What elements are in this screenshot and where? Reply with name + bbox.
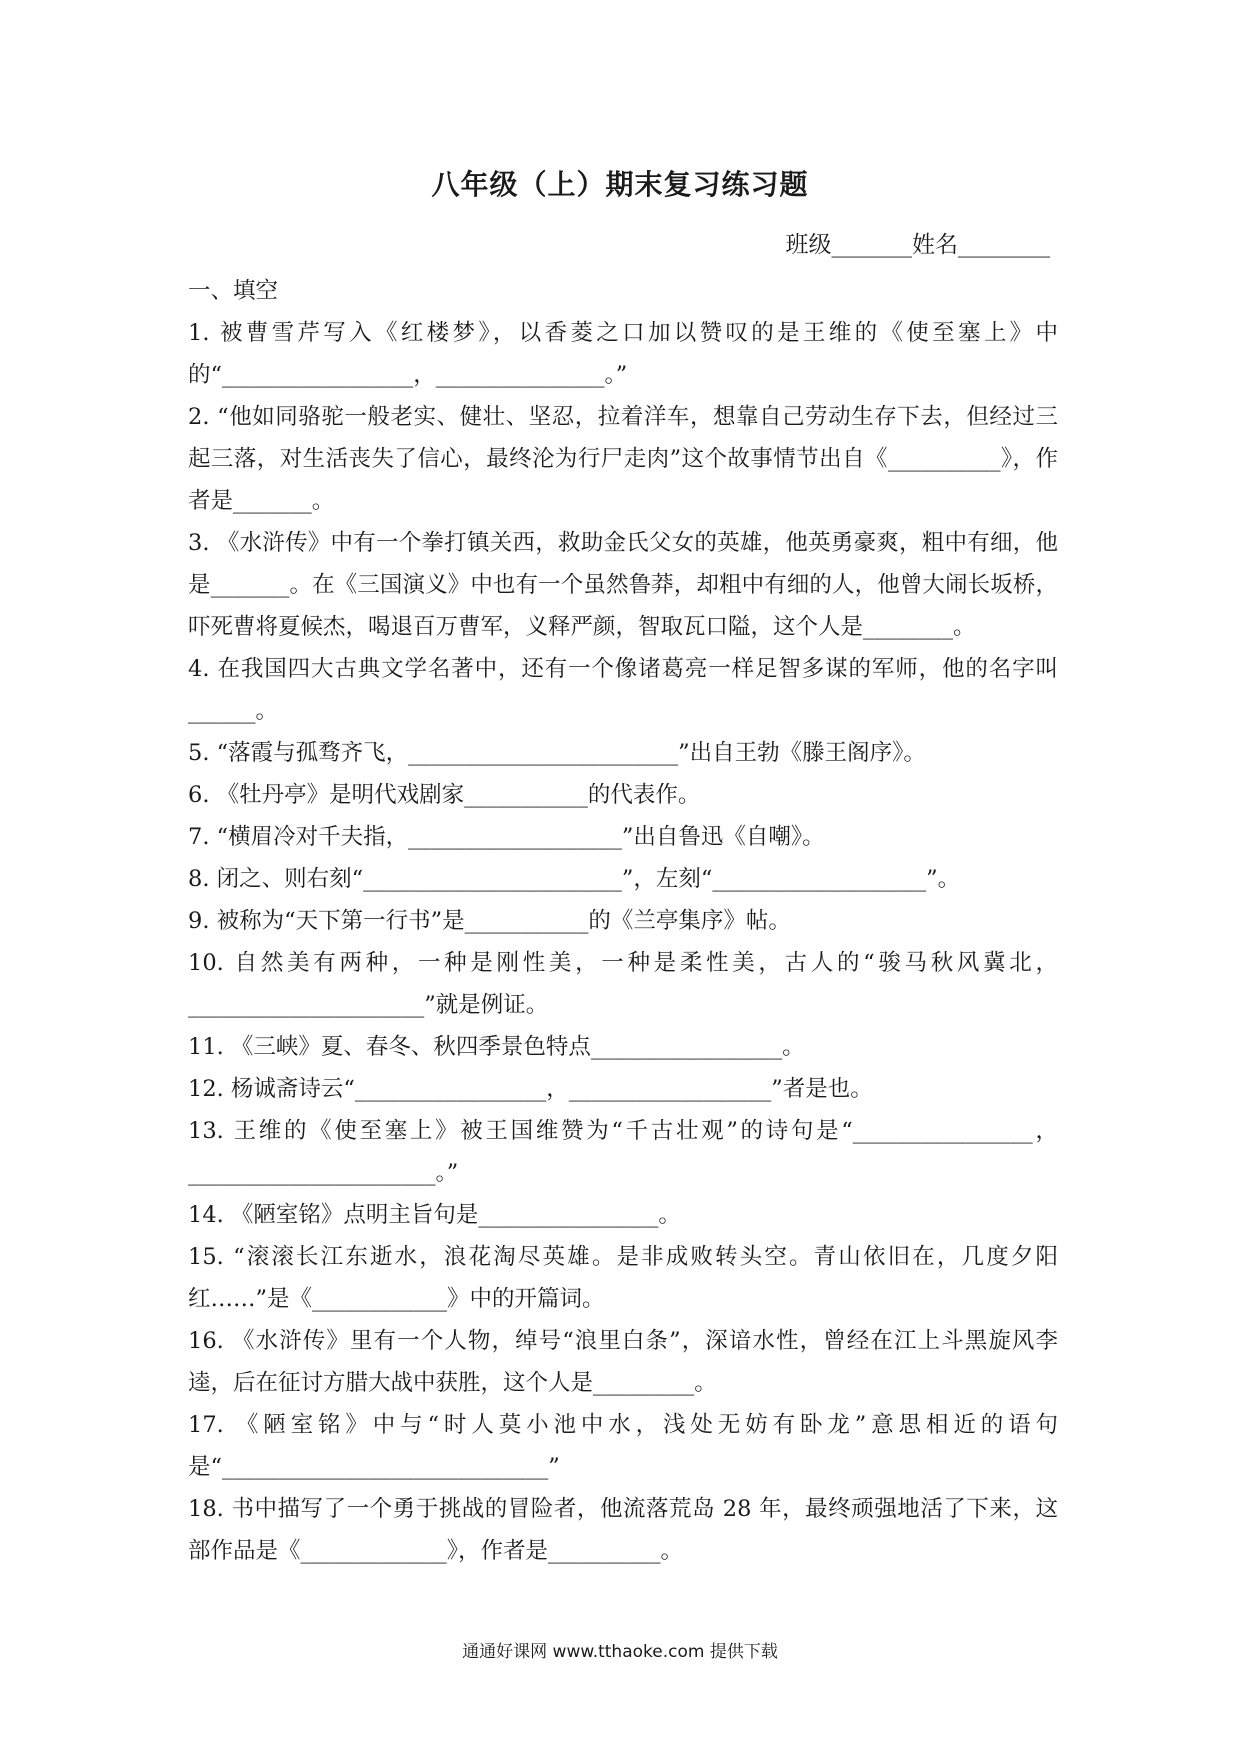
page-title: 八年级（上）期末复习练习题 <box>431 168 809 201</box>
question-3: 3. 《水浒传》中有一个拳打镇关西，救助金氏父女的英雄，他英勇豪爽，粗中有细，他是_______。在《三国演义》中也有一个虽然鲁莽，却粗中有细的人，他曾大闹长坂桥，吓死曹将夏候杰，喝退百万曹军，义释严颜，智取瓦口隘，这个人是________。 <box>188 530 1058 640</box>
question-11: 11. 《三峡》夏、春冬、秋四季景色特点_________________。 <box>188 1034 805 1060</box>
question-18: 18. 书中描写了一个勇于挑战的冒险者，他流落荒岛 28 年，最终顽强地活了下来，这部作品是《_____________》，作者是__________。 <box>188 1496 1058 1564</box>
question-6: 6. 《牡丹亭》是明代戏剧家___________的代表作。 <box>188 782 701 808</box>
class-name-line: 班级_______姓名________ <box>785 232 1050 258</box>
footer-source: 通通好课网 www.tthaoke.com 提供下载 <box>462 1642 778 1662</box>
question-9: 9. 被称为“天下第一行书”是___________的《兰亭集序》帖。 <box>188 908 791 934</box>
question-13: 13. 王维的《使至塞上》被王国维赞为“千古壮观”的诗句是“________________，______________________。” <box>188 1118 1058 1186</box>
question-17: 17. 《陋室铭》中与“时人莫小池中水，浅处无妨有卧龙”意思相近的语句是“_____________________________” <box>188 1412 1058 1480</box>
question-4: 4. 在我国四大古典文学名著中，还有一个像诸葛亮一样足智多谋的军师，他的名字叫______。 <box>188 656 1058 724</box>
question-10: 10. 自然美有两种，一种是刚性美，一种是柔性美，古人的“骏马秋风冀北，_____________________”就是例证。 <box>188 950 1058 1018</box>
question-16: 16. 《水浒传》里有一个人物，绰号“浪里白条”，深谙水性，曾经在江上斗黑旋风李逵，后在征讨方腊大战中获胜，这个人是_________。 <box>188 1328 1058 1396</box>
question-7: 7. “横眉冷对千夫指，___________________”出自鲁迅《自嘲》。 <box>188 824 825 850</box>
question-8: 8. 闭之、则右刻“_______________________”，左刻“___________________”。 <box>188 866 961 892</box>
question-15: 15. “滚滚长江东逝水，浪花淘尽英雄。是非成败转头空。青山依旧在，几度夕阳红……”是《____________》中的开篇词。 <box>188 1244 1058 1312</box>
question-section <box>188 270 1058 1572</box>
question-12: 12. 杨诚斋诗云“_________________，__________________”者是也。 <box>188 1076 873 1102</box>
question-14: 14. 《陋室铭》点明主旨句是________________。 <box>188 1202 681 1228</box>
question-1: 1. 被曹雪芹写入《红楼梦》，以香菱之口加以赞叹的是王维的《使至塞上》中的“_________________，_______________。” <box>188 320 1058 388</box>
question-2: 2. “他如同骆驼一般老实、健壮、坚忍，拉着洋车，想靠自己劳动生存下去，但经过三起三落，对生活丧失了信心，最终沦为行尸走肉”这个故事情节出自《__________》，作者是_______。 <box>188 404 1058 514</box>
question-5: 5. “落霞与孤骛齐飞，________________________”出自王勃《滕王阁序》。 <box>188 740 926 766</box>
section-heading: 一、填空 <box>188 278 279 304</box>
